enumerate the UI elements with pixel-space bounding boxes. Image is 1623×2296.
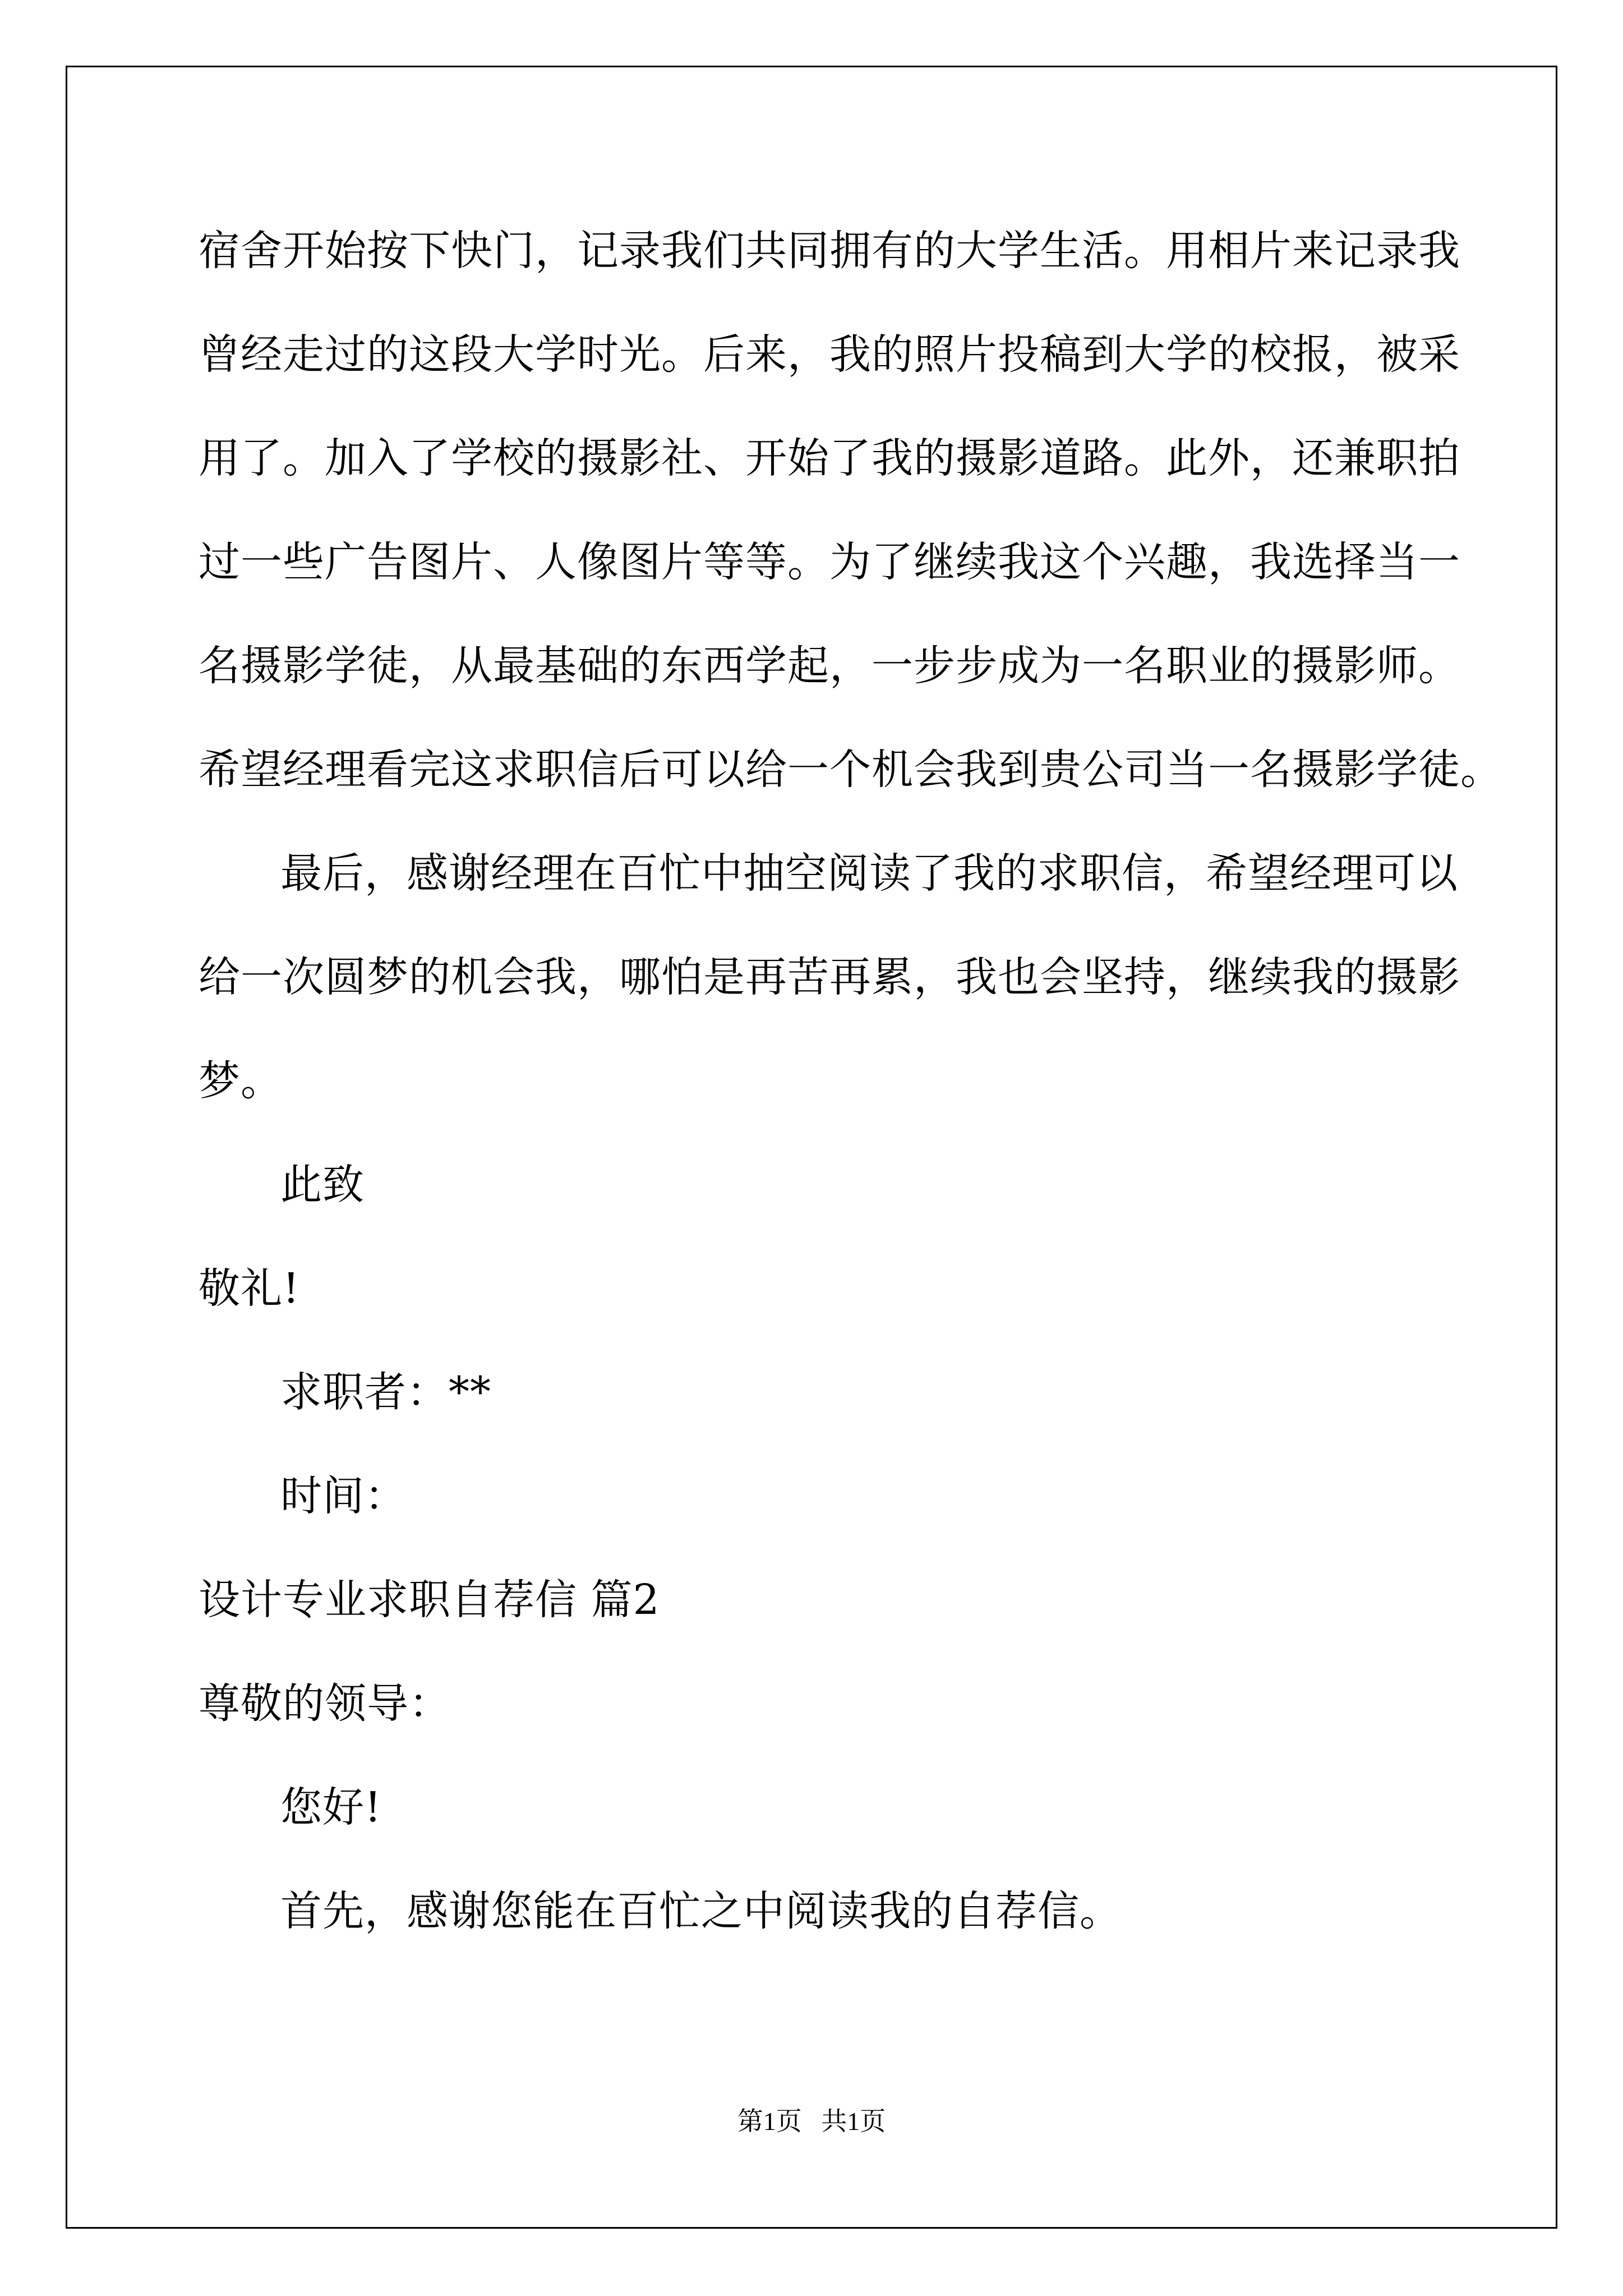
- section-heading: 设计专业求职自荐信 篇2: [199, 1576, 660, 1624]
- text-line-7: 最后，感谢经理在百忙中抽空阅读了我的求职信，希望经理可以: [280, 849, 1458, 898]
- text-line-5: 名摄影学徒，从最基础的东西学起，一步步成为一名职业的摄影师。: [199, 642, 1460, 690]
- greeting-hello: 您好!: [280, 1783, 382, 1832]
- applicant-signature: 求职者：**: [280, 1368, 491, 1416]
- closing-salutation: 此致: [280, 1161, 365, 1209]
- text-line-3: 用了。加入了学校的摄影社、开始了我的摄影道路。此外，还兼职拍: [199, 434, 1460, 482]
- page-number-footer: 第1页 共1页: [737, 2107, 886, 2136]
- text-line-9: 梦。: [199, 1057, 283, 1105]
- text-line-4: 过一些广告图片、人像图片等等。为了继续我这个兴趣，我选择当一: [199, 538, 1460, 586]
- greeting-addressee: 尊敬的领导：: [199, 1680, 451, 1728]
- text-line-1: 宿舍开始按下快门，记录我们共同拥有的大学生活。用相片来记录我: [199, 227, 1460, 275]
- text-line-8: 给一次圆梦的机会我，哪怕是再苦再累，我也会坚持，继续我的摄影: [199, 953, 1460, 1001]
- text-line-17: 首先，感谢您能在百忙之中阅读我的自荐信。: [280, 1887, 1122, 1935]
- closing-regards: 敬礼!: [199, 1264, 300, 1313]
- date-line: 时间：: [280, 1472, 407, 1520]
- text-line-6: 希望经理看完这求职信后可以给一个机会我到贵公司当一名摄影学徒。: [199, 746, 1502, 794]
- text-line-2: 曾经走过的这段大学时光。后来，我的照片投稿到大学的校报，被采: [199, 330, 1460, 379]
